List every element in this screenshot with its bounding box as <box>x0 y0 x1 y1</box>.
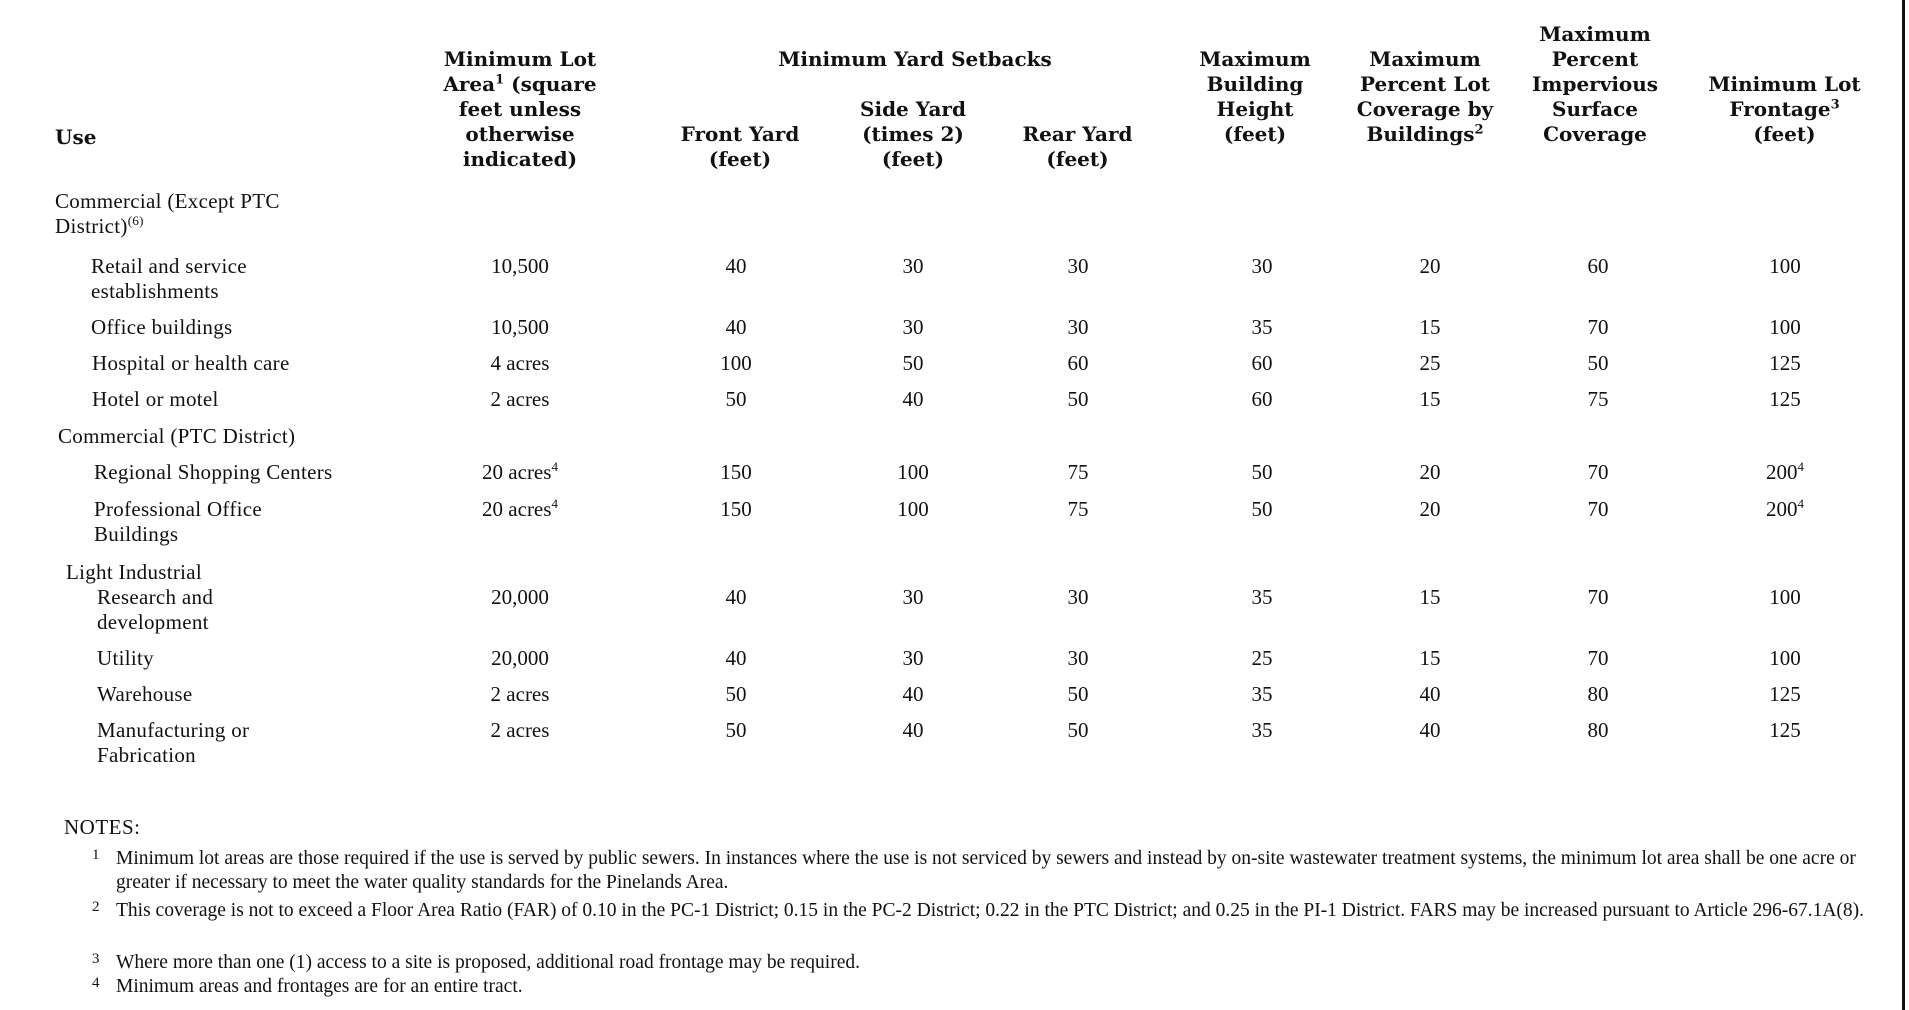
note-text: Minimum areas and frontages are for an entire tract. <box>116 976 523 997</box>
group-light-industrial: Light Industrial <box>66 560 203 584</box>
cell-coverage: 15 <box>1419 646 1441 670</box>
cell-frontage: 100 <box>1769 585 1801 609</box>
cell-rear: 30 <box>1067 254 1089 278</box>
cell-side: 100 <box>897 497 929 521</box>
cell-side: 100 <box>897 460 929 484</box>
group-commercial-except-ptc: Commercial (Except PTC District)$^{(6)}$ <box>55 189 280 238</box>
cell-lot-area: 10,500 <box>491 315 549 339</box>
cell-frontage: $200^4$ <box>1766 459 1804 484</box>
note-text: This coverage is not to exceed a Floor Area Ratio (FAR) of 0.10 in the PC-1 District; 0.15 in the PC-2 District; 0.22 in the PTC District; and 0.25 in the PI-1 District. FARS may be increased pursuant to Article 296-67.1A(8). <box>116 900 1865 921</box>
cell-side: 50 <box>902 351 924 375</box>
cell-frontage: 100 <box>1769 315 1801 339</box>
cell-lot-area: 10,500 <box>491 254 549 278</box>
row-use-label: Hotel or motel <box>92 387 219 411</box>
cell-coverage: 15 <box>1419 387 1441 411</box>
cell-frontage: 125 <box>1769 718 1801 742</box>
cell-impervious: 70 <box>1587 460 1609 484</box>
cell-impervious: 70 <box>1587 585 1609 609</box>
cell-lot-area: 20,000 <box>491 646 549 670</box>
cell-coverage: 20 <box>1419 460 1441 484</box>
cell-coverage: 25 <box>1419 351 1441 375</box>
cell-impervious: 80 <box>1587 682 1609 706</box>
cell-rear: 50 <box>1067 682 1089 706</box>
cell-rear: 50 <box>1067 718 1089 742</box>
cell-front: 150 <box>720 497 752 521</box>
cell-impervious: 70 <box>1587 646 1609 670</box>
header-frontage: Minimum Lot Frontage$^3$ (feet) <box>1708 72 1861 146</box>
cell-side: 40 <box>902 387 924 411</box>
row-use-label: Hospital or health care <box>92 351 290 375</box>
cell-frontage: 100 <box>1769 646 1801 670</box>
cell-side: 40 <box>902 718 924 742</box>
cell-front: 40 <box>725 254 747 278</box>
row-use-label: Regional Shopping Centers <box>94 460 333 484</box>
cell-coverage: 40 <box>1419 718 1441 742</box>
cell-rear: 30 <box>1067 646 1089 670</box>
cell-rear: 30 <box>1067 315 1089 339</box>
cell-front: 50 <box>725 682 747 706</box>
cell-coverage: 40 <box>1419 682 1441 706</box>
cell-height: 30 <box>1251 254 1273 278</box>
row-use-label: Professional Office Buildings <box>94 497 263 546</box>
cell-frontage: 100 <box>1769 254 1801 278</box>
cell-side: 30 <box>902 315 924 339</box>
cell-side: 30 <box>902 254 924 278</box>
cell-height: 50 <box>1251 460 1273 484</box>
cell-front: 40 <box>725 646 747 670</box>
note-number: 1 <box>92 847 100 863</box>
cell-rear: 75 <box>1067 460 1089 484</box>
cell-front: 50 <box>725 718 747 742</box>
cell-front: 40 <box>725 585 747 609</box>
note-number: 4 <box>92 975 100 991</box>
header-yard-setbacks: Minimum Yard Setbacks <box>778 47 1052 71</box>
cell-impervious: 80 <box>1587 718 1609 742</box>
cell-height: 60 <box>1251 387 1273 411</box>
cell-front: 100 <box>720 351 752 375</box>
cell-side: 40 <box>902 682 924 706</box>
cell-lot-area: 2 acres <box>490 387 550 411</box>
cell-impervious: 50 <box>1587 351 1609 375</box>
cell-height: 35 <box>1251 718 1273 742</box>
cell-lot-area: 2 acres <box>490 682 550 706</box>
cell-front: 150 <box>720 460 752 484</box>
cell-rear: 75 <box>1067 497 1089 521</box>
cell-side: 30 <box>902 646 924 670</box>
cell-impervious: 60 <box>1587 254 1609 278</box>
cell-lot-area: 20 acres$^4$ <box>482 459 558 484</box>
cell-front: 50 <box>725 387 747 411</box>
row-use-label: Utility <box>97 646 154 670</box>
cell-lot-area: 20 acres$^4$ <box>482 496 558 521</box>
header-front-yard: Front Yard (feet) <box>680 122 800 171</box>
cell-coverage: 15 <box>1419 315 1441 339</box>
cell-lot-area: 4 acres <box>490 351 550 375</box>
header-building-height: Maximum Building Height (feet) <box>1199 47 1311 146</box>
cell-impervious: 70 <box>1587 497 1609 521</box>
row-use-label: Warehouse <box>97 682 193 706</box>
cell-rear: 50 <box>1067 387 1089 411</box>
cell-coverage: 15 <box>1419 585 1441 609</box>
row-use-label: Office buildings <box>91 315 233 339</box>
cell-height: 35 <box>1251 585 1273 609</box>
cell-rear: 30 <box>1067 585 1089 609</box>
cell-rear: 60 <box>1067 351 1089 375</box>
group-commercial-ptc: Commercial (PTC District) <box>58 424 296 448</box>
cell-front: 40 <box>725 315 747 339</box>
header-impervious: Maximum Percent Impervious Surface Coverage <box>1531 22 1659 146</box>
header-use: Use <box>55 125 97 149</box>
cell-frontage: $200^4$ <box>1766 496 1804 521</box>
cell-coverage: 20 <box>1419 497 1441 521</box>
cell-frontage: 125 <box>1769 682 1801 706</box>
cell-height: 50 <box>1251 497 1273 521</box>
cell-lot-area: 2 acres <box>490 718 550 742</box>
cell-frontage: 125 <box>1769 387 1801 411</box>
notes-title: NOTES: <box>64 815 141 839</box>
cell-coverage: 20 <box>1419 254 1441 278</box>
cell-impervious: 75 <box>1587 387 1609 411</box>
header-rear-yard: Rear Yard (feet) <box>1022 122 1133 171</box>
row-use-label: Retail and service establishments <box>91 254 247 303</box>
row-use-label: Manufacturing or Fabrication <box>97 718 250 767</box>
cell-height: 35 <box>1251 682 1273 706</box>
cell-lot-area: 20,000 <box>491 585 549 609</box>
note-text: Minimum lot areas are those required if the use is served by public sewers. In instances where the use is not serviced by sewers and instead by on-site wastewater treatment systems, the minimum lot area shall be one acre or greater if necessary to meet the water quality standards for the Pinelands Area. <box>116 848 1856 893</box>
note-number: 3 <box>92 951 100 967</box>
cell-side: 30 <box>902 585 924 609</box>
row-use-label: Research and development <box>97 585 214 634</box>
header-lot-area: Minimum Lot Area$^1$ (square feet unless otherwise indicated) <box>443 47 597 171</box>
cell-height: 35 <box>1251 315 1273 339</box>
header-side-yard: Side Yard (times 2) (feet) <box>860 97 966 171</box>
cell-frontage: 125 <box>1769 351 1801 375</box>
header-lot-coverage: Maximum Percent Lot Coverage by Buildings$^2$ <box>1356 47 1494 146</box>
note-number: 2 <box>92 899 100 915</box>
cell-height: 60 <box>1251 351 1273 375</box>
right-edge-rule <box>1902 0 1905 1010</box>
cell-impervious: 70 <box>1587 315 1609 339</box>
note-text: Where more than one (1) access to a site is proposed, additional road frontage may be required. <box>116 952 860 973</box>
cell-height: 25 <box>1251 646 1273 670</box>
